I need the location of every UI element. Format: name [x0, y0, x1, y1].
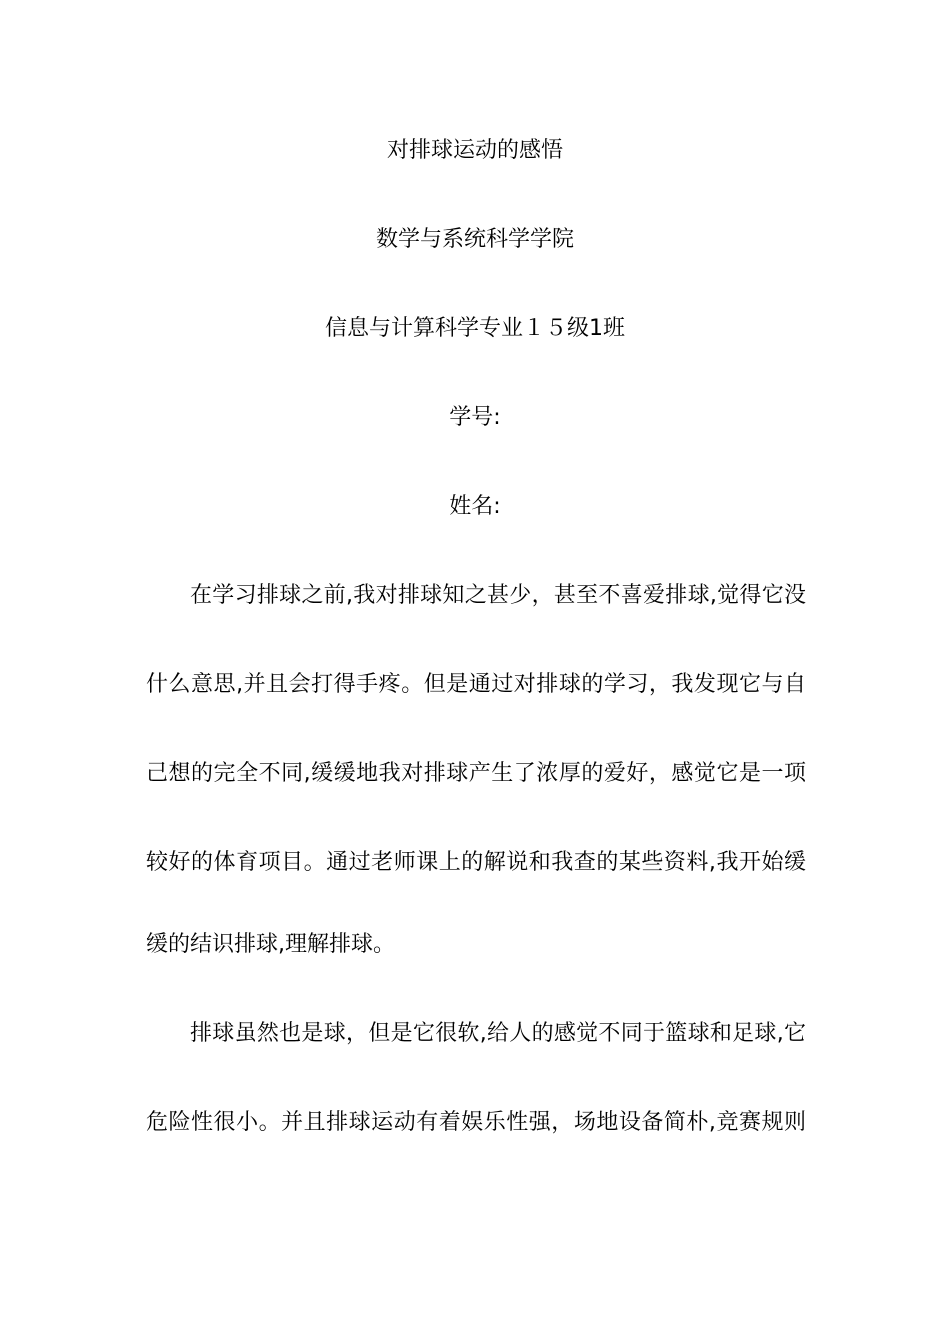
paragraph-1-line-5: 缓的结识排球,理解排球。: [146, 932, 395, 957]
school-name: 数学与系统科学学院: [375, 227, 574, 252]
class-info: 信息与计算科学专业１５级1班: [325, 316, 625, 341]
student-id-label: 学号:: [449, 405, 501, 430]
paragraph-1-line-4: 较好的体育项目。通过老师课上的解说和我查的某些资料,我开始缓: [146, 850, 806, 875]
name-label: 姓名:: [449, 494, 501, 519]
paragraph-2-line-2: 危险性很小。并且排球运动有着娱乐性强，场地设备简朴,竞赛规则: [146, 1110, 806, 1135]
document-title: 对排球运动的感悟: [386, 138, 563, 163]
paragraph-2-line-1: 排球虽然也是球，但是它很软,给人的感觉不同于篮球和足球,它: [190, 1021, 806, 1046]
paragraph-1-line-2: 什么意思,并且会打得手疼。但是通过对排球的学习，我发现它与自: [146, 672, 806, 697]
paragraph-1-line-3: 己想的完全不同,缓缓地我对排球产生了浓厚的爱好，感觉它是一项: [146, 761, 806, 786]
paragraph-1-line-1: 在学习排球之前,我对排球知之甚少，甚至不喜爱排球,觉得它没: [190, 583, 806, 608]
